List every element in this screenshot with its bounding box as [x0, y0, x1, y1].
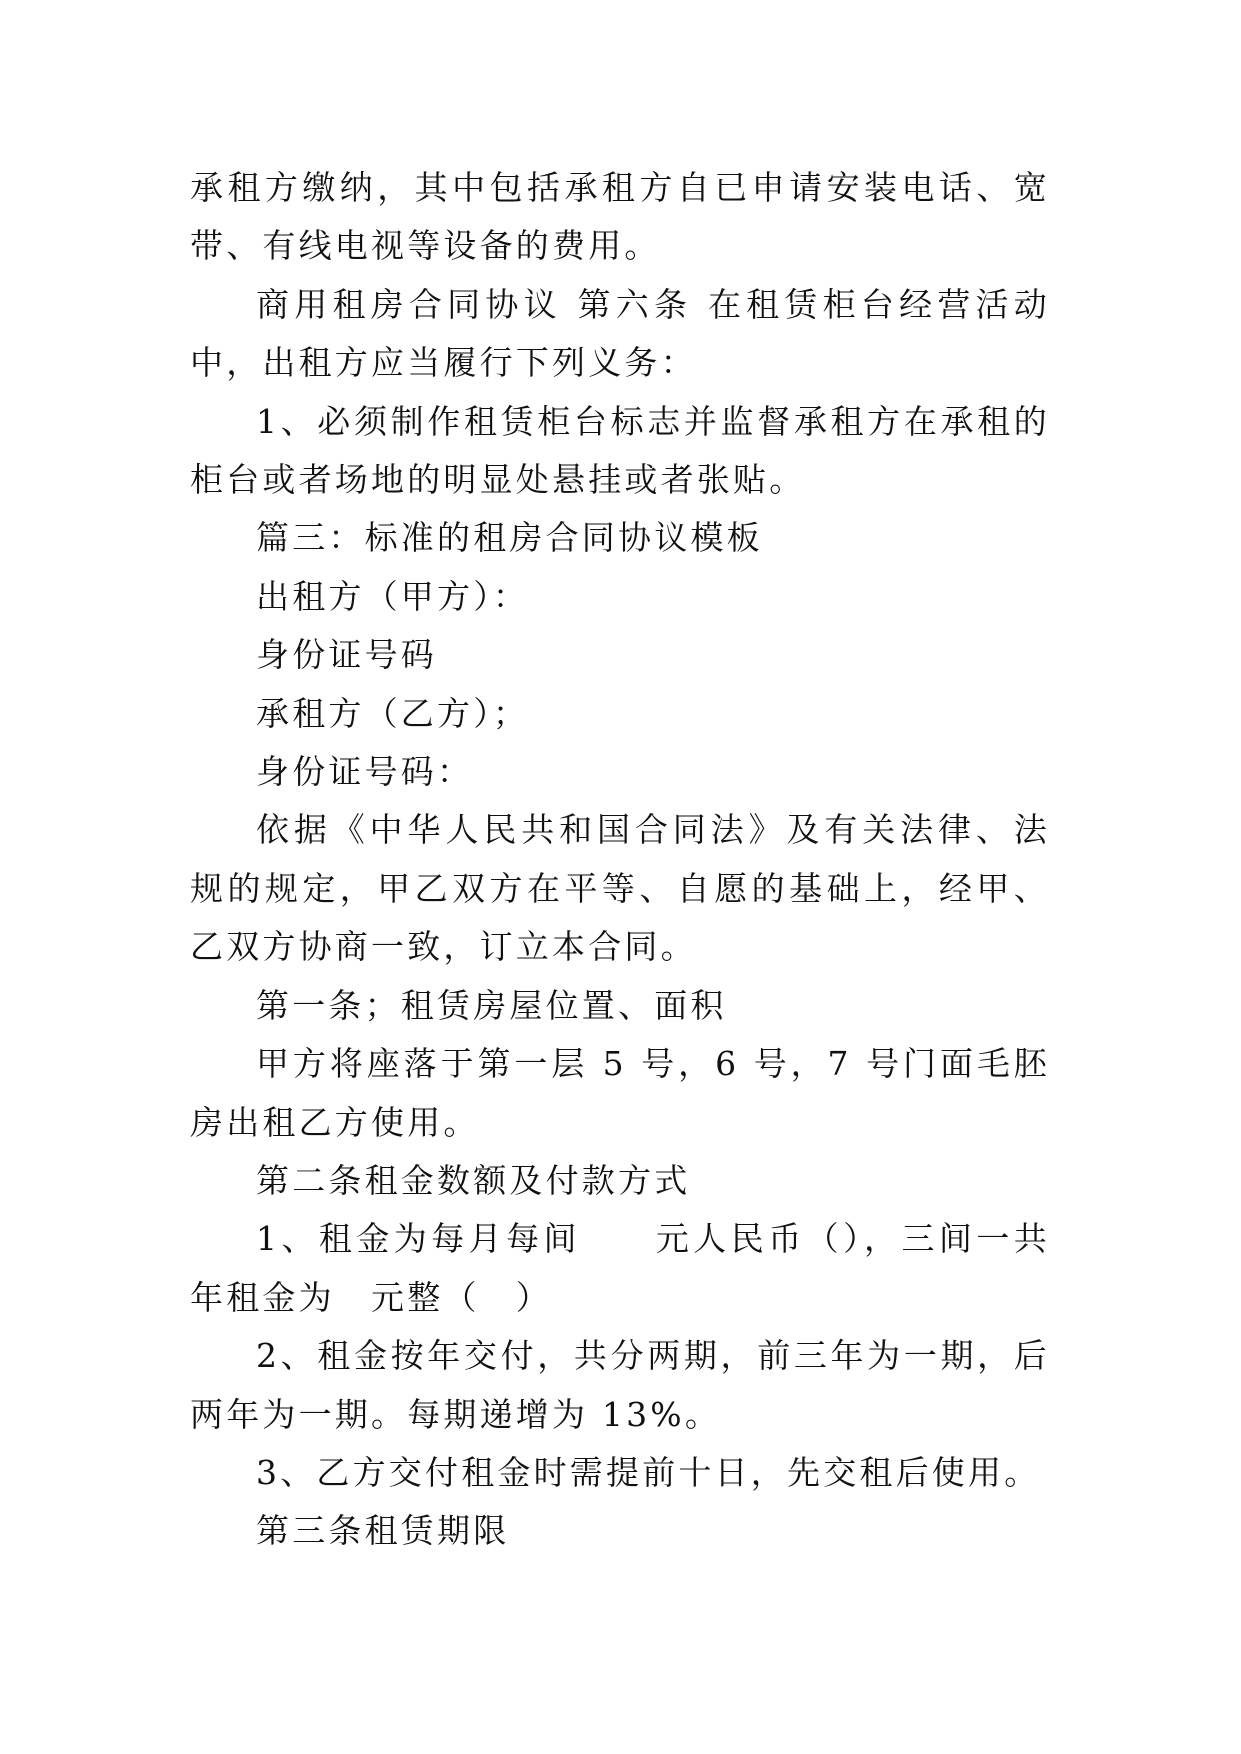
- paragraph: 身份证号码：: [256, 752, 474, 792]
- section-heading: 篇三：标准的租房合同协议模板: [256, 518, 763, 558]
- paragraph: 出租方（甲方）：: [256, 576, 530, 616]
- paragraph: 3、乙方交付租金时需提前十日，先交租后使用。: [256, 1452, 1041, 1492]
- document-body: [190, 159, 1050, 1561]
- paragraph: 甲方将座落于第一层 5 号，6 号，7 号门面毛胚房出租乙方使用。: [190, 1044, 1050, 1142]
- paragraph: 身份证号码: [256, 635, 437, 675]
- paragraph: 商用租房合同协议 第六条 在租赁柜台经营活动中，出租方应当履行下列义务：: [190, 284, 1050, 383]
- article-heading: 第二条租金数额及付款方式: [256, 1160, 691, 1200]
- paragraph: 依据《中华人民共和国合同法》及有关法律、法规的规定，甲乙双方在平等、自愿的基础上，经甲、乙双方协商一致，订立本合同。: [190, 810, 1050, 967]
- paragraph: 1、租金为每月每间 元人民币（），三间一共年租金为 元整（ ）: [190, 1219, 1050, 1317]
- paragraph: 承租方（乙方）；: [256, 693, 530, 733]
- article-heading: 第一条；租赁房屋位置、面积: [256, 985, 727, 1025]
- article-heading: 第三条租赁期限: [256, 1511, 510, 1551]
- paragraph: 承租方缴纳，其中包括承租方自已申请安装电话、宽带、有线电视等设备的费用。: [190, 168, 1050, 266]
- paragraph: 1、必须制作租赁柜台标志并监督承租方在承租的柜台或者场地的明显处悬挂或者张贴。: [190, 401, 1050, 500]
- paragraph: 2、租金按年交付，共分两期，前三年为一期，后两年为一期。每期递增为 13%。: [190, 1336, 1050, 1434]
